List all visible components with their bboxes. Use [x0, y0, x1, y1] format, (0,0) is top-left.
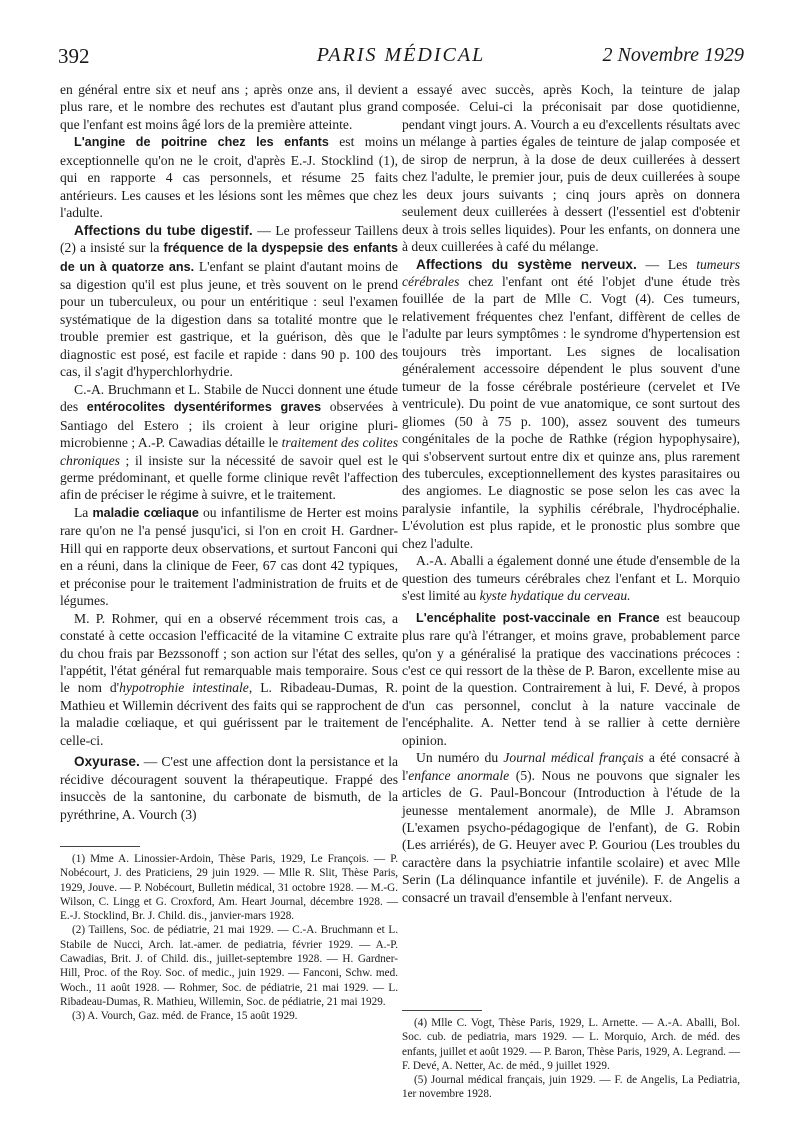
footnote-rule	[402, 1010, 482, 1011]
footnote: (2) Taillens, Soc. de pédiatrie, 21 mai 1929. — C.-A. Bruchmann et L. Stabile de Nucci, Arch. lat.-amer. de pediatria, février 1929. — A.-P. Cawadias, Brit. J. of Child. dis., juillet-septembre 1928. — H. Gardner-Hill, Proc. of the Roy. Soc. of medic., juin 1929. — Fanconi, Schw. med. Woch., 11 août 1928. — Rohmer, Soc. de pédiatrie, 21 mai 1929. — L. Ribadeau-Dumas, R. Mathieu, Willemin, Soc. de pédiatrie, 21 mai 1929.	[60, 924, 398, 1008]
paragraph: Oxyurase. — C'est une affection dont la persistance et la récidive découragent souvent la thérapeutique. Frappé des insuccès de la santonine, du carbonate de bismuth, de la pyréthrine, A. Vourch (3)	[60, 754, 398, 822]
footnotes-left	[60, 852, 398, 1024]
paragraph: Affections du tube digestif. — Le professeur Taillens (2) a insisté sur la fréquence de la dyspepsie des enfants de un à quatorze ans. L'enfant se plaint d'autant moins de sa digestion qu'il est plus jeune, et très souvent on le prend pour un tuberculeux, ou pour un entéritique : seul l'examen systématique de la digestion dans sa totalité montre que le trouble premier est gastrique, et la guérison, dès que le diagnostic est posé, est facile et rapide : dans 90 p. 100 des cas, il s'agit d'hyperchlorhydrie.	[60, 222, 399, 380]
footnote: (5) Journal médical français, juin 1929. — F. de Angelis, La Pediatria, 1er novembre 1928.	[402, 1074, 740, 1101]
footnote-rule	[60, 846, 140, 847]
footnote: (4) Mlle C. Vogt, Thèse Paris, 1929, L. Arnette. — A.-A. Aballi, Bol. Soc. cub. de pediatria, mars 1929. — L. Morquio, Arch. de méd. des enfants, juillet et août 1929. — P. Baron, Thèse Paris, 1929, A. Legrand. — F. Devé, A. Netter, Ac. de méd., 9 juillet 1929.	[402, 1017, 740, 1072]
page-number: 392	[58, 44, 90, 68]
section-keyword: maladie cœliaque	[92, 505, 199, 520]
paragraph: M. P. Rohmer, qui en a observé récemment trois cas, a constaté à cette occasion l'efficacité de la vitamine C extraite du chou frais par Bezssonoff ; son action sur l'état des selles, l'appétit, l'état général fut remarquable mais temporaire. Sous le nom d'hypotrophie intestinale, L. Ribadeau-Dumas, R. Mathieu et Willemin décrivent des faits qui se rapprochent de la maladie cœliaque, et qui guérissent par le traitement de celle-ci.	[60, 610, 398, 748]
right-column	[402, 81, 740, 906]
paragraph: La maladie cœliaque ou infantilisme de Herter est moins rare qu'on ne l'a pensé jusqu'ici, si l'on en croit H. Gardner-Hill qui en rapporte deux observations, et surtout Fanconi qui en a réuni, dans la clinique de Feer, 67 cas dont 42 typiques, et préconise pour le traitement l'administration de fruits et de légumes.	[60, 504, 398, 609]
journal-title: PARIS MÉDICAL	[316, 44, 486, 66]
section-keyword: entérocolites dysentériformes graves	[86, 400, 322, 415]
paragraph: L'encéphalite post-vaccinale en France est beaucoup plus rare qu'à l'étranger, et moins grave, probablement parce qu'on y a généralisé la pratique des vaccinations précoces : c'est ce qui ressort de la thèse de P. Baron, excellente mise au point de la question. Contrairement à lui, F. Devé, à propos d'un cas personnel, conclut à la nature vaccinale de l'encéphalite. A. Netter tend à se rallier à cette dernière opinion.	[402, 609, 740, 748]
page-header	[58, 44, 744, 70]
footnote: (1) Mme A. Linossier-Ardoin, Thèse Paris, 1929, Le François. — P. Nobécourt, J. des Praticiens, 29 juin 1929. — Mlle R. Slit, Thèse Paris, 1929, Jouve. — P. Nobécourt, Bulletin médical, 31 octobre 1928. — M.-G. Wilson, C. Lingg et G. Croxford, Am. Heart Journal, décembre 1928. — E.-J. Stocklind, Br. J. Child. dis., janvier-mars 1928.	[60, 853, 398, 923]
section-keyword: L'encéphalite post-vaccinale en France	[416, 610, 660, 625]
section-heading: Affections du tube digestif.	[74, 222, 253, 238]
footnotes-right	[402, 1016, 740, 1102]
paragraph: en général entre six et neuf ans ; après onze ans, il devient plus rare, et le nombre des rechutes est d'autant plus grand que l'enfant est moins âgé lors de la première atteinte.	[60, 82, 398, 132]
section-keyword: L'angine de poitrine chez les enfants	[74, 135, 329, 150]
paragraph: a essayé avec succès, après Koch, la teinture de jalap composée. Celui-ci la préconisait par dose quotidienne, pendant vingt jours. A. Vourch a eu d'excellents résultats avec un mélange à parties égales de teinture de jalap composée et de sirop de nerprun, à la dose de deux cuillerées à dessert chez l'adulte, le premier jour, puis de deux cuillerées à soupe les deux jours suivants ; cinq jours après on donnera seulement deux cuillerées à dessert (l'essentiel est d'obtenir deux à trois selles liquides). Pour les enfants, on donnera une à deux cuillerées à café du mélange.	[402, 82, 740, 255]
footnote: (3) A. Vourch, Gaz. méd. de France, 15 août 1929.	[72, 1010, 298, 1023]
paragraph: L'angine de poitrine chez les enfants est moins exceptionnelle qu'on ne le croit, d'après E.-J. Stocklind (1), qui en rapporte 4 cas personnels, et résume 25 faits antérieurs. Les causes et les lésions sont les mêmes que chez l'adulte.	[60, 134, 398, 221]
left-column	[60, 81, 398, 823]
paragraph: Affections du système nerveux. — Les tumeurs cérébrales chez l'enfant ont été l'objet d'une étude très fouillée de la part de Mlle C. Vogt (4). Ces tumeurs, relativement fréquentes chez l'enfant, diffèrent de celles de l'adulte par leurs symptômes : le syndrome d'hypertension est toujours très important. Les signes de localisation généralement accessoire dépendent le plus souvent d'une tumeur de la fosse cérébrale postérieure (cervelet et IVe ventricule). Du point de vue anatomique, ce sont surtout des gliomes (50 à 75 p. 100), assez souvent des tumeurs congénitales de la poche de Rathke (région hypophysaire), qui s'observent surtout entre dix et quinze ans, plus rarement des tubercules, exceptionnellement des kystes parasitaires ou des angiomes. Le diagnostic se pose selon les cas avec la paralysie infantile, la syphilis cérébrale, l'hydrocéphalie. L'évolution est plus rapide, et le pronostic plus sombre que chez l'adulte.	[402, 256, 740, 551]
paragraph: C.-A. Bruchmann et L. Stabile de Nucci donnent une étude des entérocolites dysentériformes graves observées à Santiago del Estero ; ils croient à leur origine pluri-microbienne ; A.-P. Cawadias détaille le traitement des colites chroniques ; il insiste sur la nécessité de savoir quel est le germe prédominant, et quelle forme clinique revêt l'affection afin de préciser le régime à suivre, et le traitement.	[60, 381, 398, 503]
section-heading: Affections du système nerveux.	[416, 256, 637, 272]
paragraph: Un numéro du Journal médical français a été consacré à l'enfance anormale (5). Nous ne pouvons que signaler les articles de G. Paul-Boncour (Introduction à l'étude de la jeunesse mentalement anormale), de Mlle J. Abramson (L'examen psycho-pédagogique de l'enfant), de G. Robin (Les arriérés), de G. Heuyer avec P. Gouriou (Les troubles du caractère dans la psychiatrie infantile scolaire) et avec Mlle Serin (La délinquance infantile et juvénile). F. de Angelis a consacré un travail d'ensemble à l'enfant nerveux.	[402, 750, 740, 905]
section-heading: Oxyurase.	[74, 754, 140, 770]
section-keyword: fréquence de la dyspepsie des enfants de un à quatorze ans.	[60, 241, 399, 274]
paragraph: A.-A. Aballi a également donné une étude d'ensemble de la question des tumeurs cérébrales chez l'enfant et L. Morquio s'est limité au kyste hydatique du cerveau.	[402, 553, 740, 604]
issue-date: 2 Novembre 1929	[602, 44, 744, 66]
